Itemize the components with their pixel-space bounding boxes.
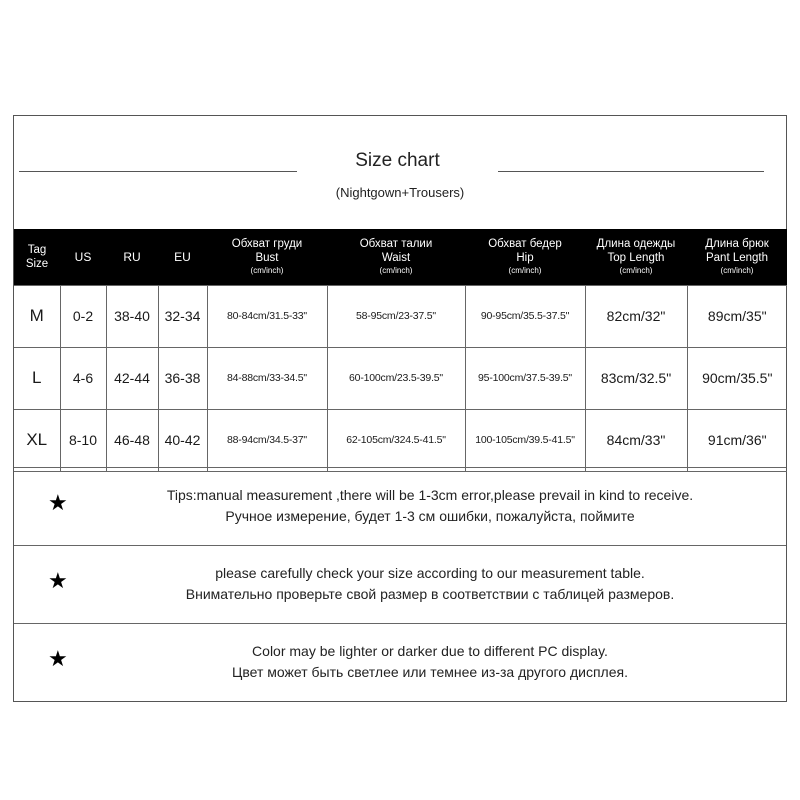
header-waist-en: Waist	[381, 252, 411, 265]
cell-pant-length: 89cm/35"	[687, 285, 787, 347]
cell-tag: L	[14, 347, 60, 409]
cell-bust: 80-84cm/31.5-33"	[207, 285, 327, 347]
tips-section	[14, 467, 786, 701]
star-icon: ★	[48, 568, 68, 593]
size-chart-header	[14, 116, 786, 228]
cell-us: 0-2	[60, 285, 106, 347]
table-row-l	[14, 347, 787, 409]
cell-top-length: 84cm/33"	[585, 409, 687, 471]
tip-text-ru: Цвет может быть светлее или темнее из-за другого дисплея.	[232, 664, 628, 680]
header-top-length-unit: (cm/inch)	[619, 266, 653, 276]
header-hip-ru: Обхват бедер	[488, 238, 562, 251]
cell-tag: M	[14, 285, 60, 347]
table-row-xl	[14, 409, 787, 471]
title-rule-left	[19, 171, 297, 172]
cell-ru: 46-48	[106, 409, 158, 471]
cell-eu: 36-38	[158, 347, 207, 409]
header-pant-length-en: Pant Length	[705, 252, 769, 265]
header-top-length-en: Top Length	[607, 252, 665, 265]
star-icon: ★	[48, 490, 68, 515]
cell-hip: 95-100cm/37.5-39.5"	[465, 347, 585, 409]
header-tag-size	[14, 229, 60, 285]
tip-text-en: Tips:manual measurement ,there will be 1-3cm error,please prevail in kind to receive.	[166, 487, 694, 503]
header-top-length-ru: Длина одежды	[596, 238, 676, 251]
header-tag-label: Tag	[27, 243, 47, 256]
tip-text-en: please carefully check your size according to our measurement table.	[215, 565, 645, 581]
cell-ru: 38-40	[106, 285, 158, 347]
cell-tag: XL	[14, 409, 60, 471]
header-eu: EU	[174, 249, 191, 264]
header-waist	[327, 229, 465, 285]
header-bust-unit: (cm/inch)	[250, 266, 284, 276]
tip-item-color-difference	[14, 623, 786, 701]
tip-text-en: Color may be lighter or darker due to different PC display.	[252, 643, 608, 659]
cell-waist: 58-95cm/23-37.5"	[327, 285, 465, 347]
header-hip	[465, 229, 585, 285]
cell-top-length: 83cm/32.5"	[585, 347, 687, 409]
header-pant-length	[687, 229, 787, 285]
cell-top-length: 82cm/32"	[585, 285, 687, 347]
size-chart-frame	[13, 115, 787, 702]
header-ru: RU	[123, 249, 141, 264]
header-pant-length-unit: (cm/inch)	[720, 266, 754, 276]
page-title: Size chart	[355, 150, 440, 171]
tip-item-measurement-error	[14, 467, 786, 545]
cell-hip: 90-95cm/35.5-37.5"	[465, 285, 585, 347]
size-table	[14, 229, 787, 472]
header-pant-length-ru: Длина брюк	[705, 238, 769, 251]
header-top-length	[585, 229, 687, 285]
cell-hip: 100-105cm/39.5-41.5"	[465, 409, 585, 471]
cell-bust: 88-94cm/34.5-37"	[207, 409, 327, 471]
cell-pant-length: 90cm/35.5"	[687, 347, 787, 409]
star-icon: ★	[48, 646, 68, 671]
cell-ru: 42-44	[106, 347, 158, 409]
cell-waist: 60-100cm/23.5-39.5"	[327, 347, 465, 409]
tip-item-check-size	[14, 545, 786, 623]
cell-eu: 40-42	[158, 409, 207, 471]
header-us: US	[74, 249, 92, 264]
header-size-label: Size	[25, 257, 49, 270]
header-hip-en: Hip	[516, 252, 534, 265]
cell-bust: 84-88cm/33-34.5"	[207, 347, 327, 409]
header-bust-en: Bust	[255, 252, 279, 265]
cell-us: 8-10	[60, 409, 106, 471]
header-waist-ru: Обхват талии	[359, 238, 433, 251]
page-subtitle: (Nightgown+Trousers)	[335, 185, 465, 200]
cell-eu: 32-34	[158, 285, 207, 347]
header-hip-unit: (cm/inch)	[508, 266, 542, 276]
table-header-row	[14, 229, 787, 285]
tip-text-ru: Внимательно проверьте свой размер в соответствии с таблицей размеров.	[185, 586, 675, 602]
cell-us: 4-6	[60, 347, 106, 409]
tip-text-ru: Ручное измерение, будет 1-3 см ошибки, пожалуйста, поймите	[225, 508, 635, 524]
header-waist-unit: (cm/inch)	[379, 266, 413, 276]
header-bust-ru: Обхват груди	[231, 238, 303, 251]
table-row-m	[14, 285, 787, 347]
title-rule-right	[498, 171, 764, 172]
cell-pant-length: 91cm/36"	[687, 409, 787, 471]
cell-waist: 62-105cm/324.5-41.5"	[327, 409, 465, 471]
header-bust	[207, 229, 327, 285]
